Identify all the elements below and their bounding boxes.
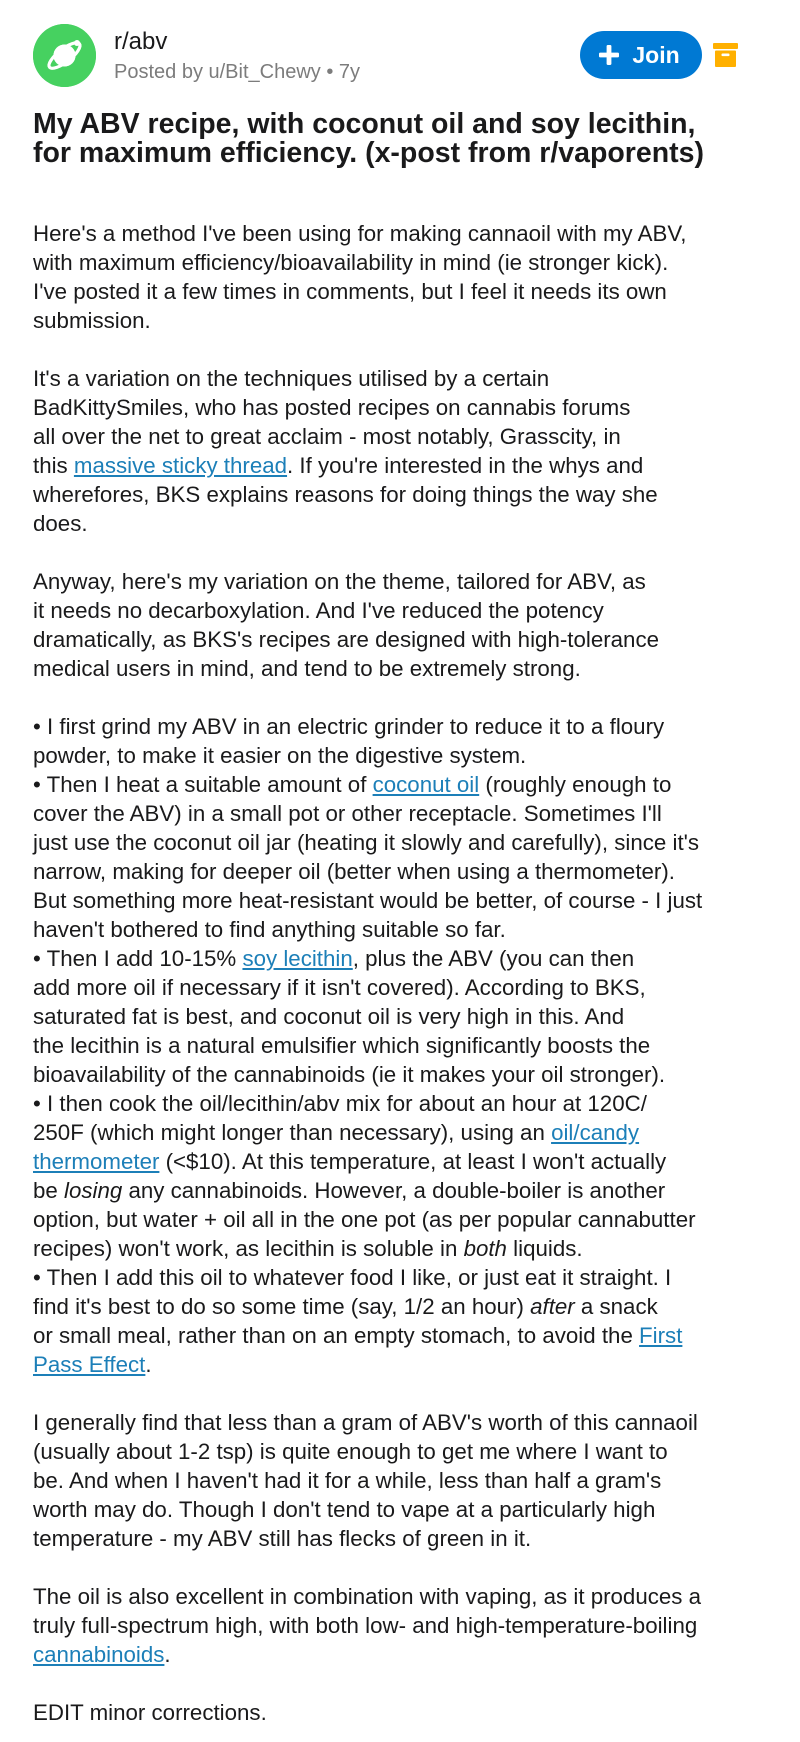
text-line: The oil is also excellent in combination with vaping, as it produces a: [33, 1584, 702, 1609]
paragraph-anyway: [33, 567, 773, 683]
paragraph-variation: [33, 364, 773, 538]
paragraph-gap: [33, 335, 773, 364]
title-line: My ABV recipe, with coconut oil and soy lecithin,: [33, 108, 696, 140]
text-line: [33, 1118, 773, 1147]
text-line: But something more heat-resistant would be better, of course - I just: [33, 888, 703, 913]
text-line: (usually about 1-2 tsp) is quite enough to get me where I want to: [33, 1439, 668, 1464]
meta-separator: •: [326, 61, 334, 83]
paragraph-gap: [33, 1379, 773, 1408]
text-line: [33, 1176, 773, 1205]
archive-icon: [713, 43, 738, 67]
text-line: It's a variation on the techniques utilised by a certain: [33, 366, 550, 391]
text-line: submission.: [33, 308, 151, 333]
subreddit-avatar-icon[interactable]: [33, 24, 96, 87]
paragraph-gap: [33, 538, 773, 567]
post-header: [0, 0, 800, 100]
text-segment: find it's best to do so some time (say, 1/2 an hour): [33, 1294, 531, 1319]
link-oil-candy-thermometer[interactable]: thermometer: [33, 1149, 160, 1174]
link-oil-candy-thermometer[interactable]: oil/candy: [551, 1120, 640, 1145]
text-segment: any cannabinoids. However, a double-boiler is another: [122, 1178, 666, 1203]
join-label: Join: [632, 41, 680, 68]
text-segment: . If you're interested in the whys and: [287, 453, 644, 478]
text-line: • I then cook the oil/lecithin/abv mix for about an hour at 120C/: [33, 1091, 647, 1116]
text-line: [33, 1234, 773, 1263]
text-line: worth may do. Though I don't tend to vape at a particularly high: [33, 1497, 656, 1522]
paragraph-dosage: [33, 1408, 773, 1553]
planet-icon: [33, 24, 96, 87]
text-line: just use the coconut oil jar (heating it slowly and carefully), since it's: [33, 830, 700, 855]
text-line: all over the net to great acclaim - most notably, Grasscity, in: [33, 424, 621, 449]
text-segment: • Then I add 10-15%: [33, 946, 243, 971]
join-button[interactable]: [580, 31, 702, 79]
paragraph-vaping: [33, 1582, 773, 1669]
text-segment: liquids.: [506, 1236, 583, 1261]
text-line: • I first grind my ABV in an electric grinder to reduce it to a floury: [33, 714, 665, 739]
post-age: 7y: [338, 61, 361, 83]
text-line: option, but water + oil all in the one pot (as per popular cannabutter: [33, 1207, 696, 1232]
text-segment: • Then I heat a suitable amount of: [33, 772, 373, 797]
text-line: be. And when I haven't had it for a while, less than half a gram's: [33, 1468, 662, 1493]
text-line: add more oil if necessary if it isn't covered). According to BKS,: [33, 975, 646, 1000]
link-first-pass-effect[interactable]: Pass Effect: [33, 1352, 146, 1377]
text-line: haven't bothered to find anything suitable so far.: [33, 917, 506, 942]
text-line: [33, 770, 773, 799]
text-line: [33, 1292, 773, 1321]
emphasis: after: [530, 1294, 575, 1319]
text-segment: , plus the ABV (you can then: [352, 946, 635, 971]
text-line: [33, 1321, 773, 1350]
link-cannabinoids[interactable]: cannabinoids: [33, 1642, 165, 1667]
text-segment: be: [33, 1178, 64, 1203]
post-body: [33, 219, 773, 1727]
title-line: for maximum efficiency. (x-post from r/vaporents): [33, 137, 704, 169]
text-line: the lecithin is a natural emulsifier which significantly boosts the: [33, 1033, 651, 1058]
paragraph-edit: [33, 1698, 773, 1727]
paragraph-gap: [33, 1669, 773, 1698]
text-line: powder, to make it easier on the digestive system.: [33, 743, 527, 768]
text-segment: (roughly enough to: [479, 772, 672, 797]
text-line: saturated fat is best, and coconut oil is very high in this. And: [33, 1004, 625, 1029]
posted-by[interactable]: Posted by u/Bit_Chewy: [114, 61, 321, 83]
text-segment: .: [145, 1352, 152, 1377]
plus-icon: [598, 44, 620, 66]
paragraph-gap: [33, 1553, 773, 1582]
text-line: I've posted it a few times in comments, but I feel it needs its own: [33, 279, 667, 304]
text-line: temperature - my ABV still has flecks of green in it.: [33, 1526, 532, 1551]
link-coconut-oil[interactable]: coconut oil: [372, 772, 480, 797]
emphasis: both: [463, 1236, 507, 1261]
text-line: EDIT minor corrections.: [33, 1700, 267, 1725]
emphasis: losing: [64, 1178, 123, 1203]
post-meta: [114, 59, 360, 85]
text-line: Here's a method I've been using for making cannaoil with my ABV,: [33, 221, 687, 246]
text-line: [33, 1640, 773, 1669]
text-line: cover the ABV) in a small pot or other receptacle. Sometimes I'll: [33, 801, 662, 826]
text-line: with maximum efficiency/bioavailability in mind (ie stronger kick).: [33, 250, 669, 275]
text-line: BadKittySmiles, who has posted recipes on cannabis forums: [33, 395, 631, 420]
paragraph-gap: [33, 683, 773, 712]
text-line: Anyway, here's my variation on the theme, tailored for ABV, as: [33, 569, 646, 594]
text-line: truly full-spectrum high, with both low- and high-temperature-boiling: [33, 1613, 698, 1638]
text-line: it needs no decarboxylation. And I've reduced the potency: [33, 598, 604, 623]
steps-list: [33, 712, 773, 1379]
text-segment: recipes) won't work, as lecithin is soluble in: [33, 1236, 464, 1261]
paragraph-intro: [33, 219, 773, 335]
text-line: narrow, making for deeper oil (better when using a thermometer).: [33, 859, 675, 884]
text-line: medical users in mind, and tend to be extremely strong.: [33, 656, 581, 681]
link-first-pass-effect[interactable]: First: [639, 1323, 683, 1348]
link-massive-sticky-thread[interactable]: massive sticky thread: [73, 453, 288, 478]
text-line: I generally find that less than a gram of ABV's worth of this cannaoil: [33, 1410, 698, 1435]
subreddit-name[interactable]: r/abv: [114, 28, 168, 55]
text-line: [33, 944, 773, 973]
text-line: [33, 451, 773, 480]
link-soy-lecithin[interactable]: soy lecithin: [242, 946, 353, 971]
text-segment: or small meal, rather than on an empty stomach, to avoid the: [33, 1323, 640, 1348]
text-segment: this: [33, 453, 74, 478]
text-line: [33, 1147, 773, 1176]
text-line: • Then I add this oil to whatever food I like, or just eat it straight. I: [33, 1265, 672, 1290]
text-line: bioavailability of the cannabinoids (ie it makes your oil stronger).: [33, 1062, 666, 1087]
text-segment: (<$10). At this temperature, at least I won't actually: [159, 1149, 667, 1174]
text-segment: 250F (which might longer than necessary), using an: [33, 1120, 552, 1145]
text-line: does.: [33, 511, 88, 536]
post-title[interactable]: [33, 106, 773, 169]
text-line: [33, 1350, 773, 1379]
text-segment: a snack: [574, 1294, 658, 1319]
text-line: wherefores, BKS explains reasons for doing things the way she: [33, 482, 658, 507]
text-line: dramatically, as BKS's recipes are designed with high-tolerance: [33, 627, 659, 652]
text-segment: .: [164, 1642, 171, 1667]
